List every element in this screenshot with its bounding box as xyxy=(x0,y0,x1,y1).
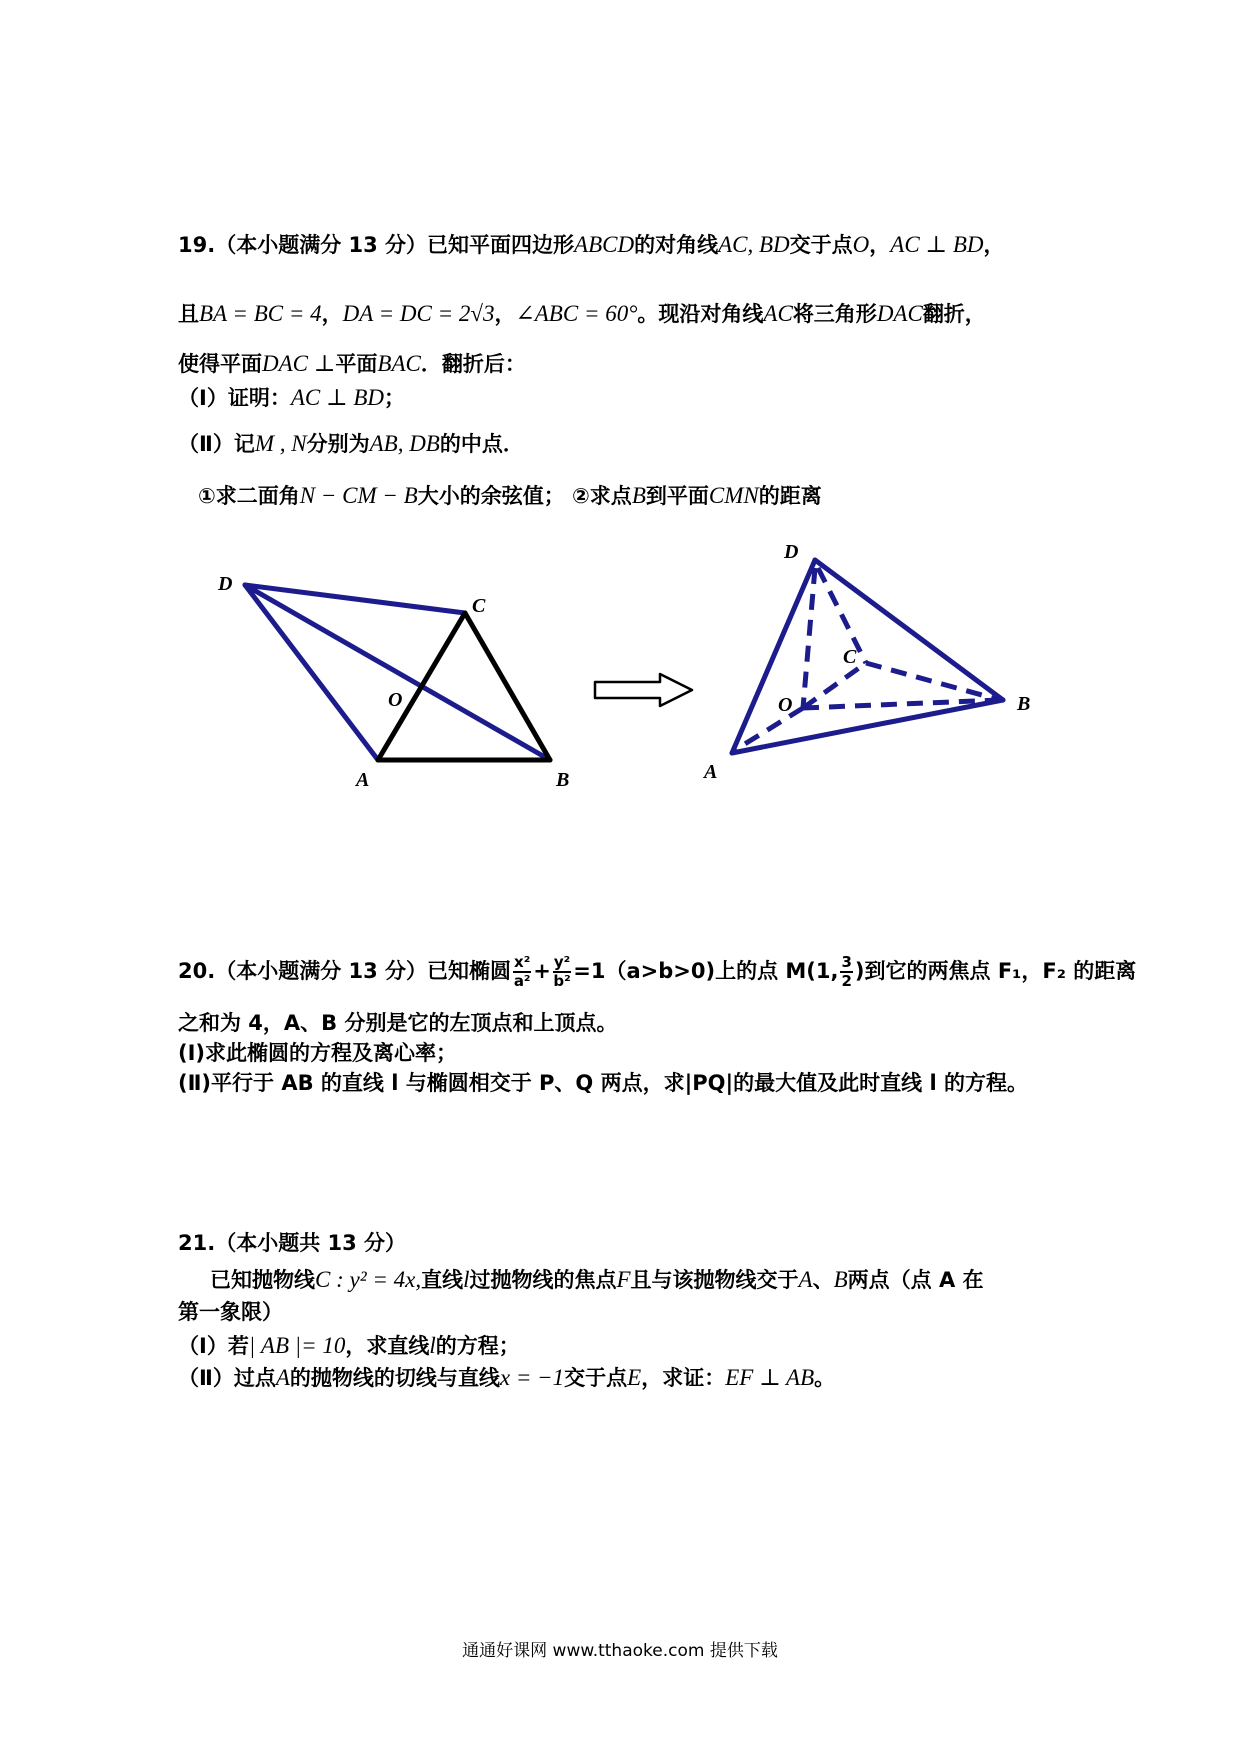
frac-den: a² xyxy=(513,972,531,990)
q21-text: 两点（点 A 在 xyxy=(847,1268,984,1292)
q21-text: ，求直线 xyxy=(345,1334,430,1358)
math-ab-db: AB, DB xyxy=(369,431,440,456)
label-a-left: A xyxy=(356,769,370,791)
frac-num: y² xyxy=(553,953,571,971)
q20-text: + xyxy=(533,959,551,983)
q21-text: 的抛物线的切线与直线 xyxy=(289,1366,500,1390)
q21-part1 xyxy=(178,1334,520,1357)
q20-part1: (Ⅰ)求此椭圆的方程及离心率； xyxy=(178,1041,458,1065)
q19-text: 。现沿对角线 xyxy=(637,302,764,326)
q21-text: 已知抛物线 xyxy=(210,1268,315,1292)
q19-text: ．翻折后： xyxy=(420,352,526,376)
label-b-left: B xyxy=(556,769,570,791)
fraction-x2-a2 xyxy=(513,955,531,989)
q19-text: 到平面 xyxy=(645,484,709,508)
edge-db-3d xyxy=(815,560,1003,700)
fraction-3-2 xyxy=(840,955,852,989)
q20-line1 xyxy=(178,955,1136,989)
math-mn: M , N xyxy=(254,431,307,456)
q19-line1: 19.（本小题满分 13 分）已知平面四边形ABCD的对角线AC, BD交于点O，AC ⊥ BD， xyxy=(178,232,1005,257)
q21-text: 过抛物线的焦点 xyxy=(469,1268,617,1292)
math-perp: AC ⊥ BD xyxy=(890,232,984,257)
math-x-line: x = −1 xyxy=(499,1365,565,1390)
q19-line2: 且BA = BC = 4，DA = DC = 2√3，∠ABC = 60°。现沿对角线AC将三角形DAC翻折， xyxy=(178,301,986,326)
q21-text: 且与该抛物线交于 xyxy=(630,1268,799,1292)
math-o: O xyxy=(852,232,870,257)
q21-title: 21.（本小题共 13 分） xyxy=(178,1231,407,1255)
q19-text: 的中点． xyxy=(439,432,524,456)
q21-line2: 第一象限） xyxy=(178,1300,283,1324)
q21-part2 xyxy=(178,1366,835,1389)
frac-den: 2 xyxy=(841,972,852,990)
edge-ac xyxy=(378,613,465,760)
math-diagonals: AC, BD xyxy=(718,232,790,257)
q20-part2: (Ⅱ)平行于 AB 的直线 l 与椭圆相交于 P、Q 两点，求|PQ|的最大值及此时直线 l 的方程。 xyxy=(178,1071,1028,1095)
math-dac-perp: DAC ⊥ xyxy=(262,351,336,376)
q19-text: （Ⅱ）记 xyxy=(178,432,255,456)
q21-line1 xyxy=(210,1268,984,1291)
frac-den: b² xyxy=(553,972,571,990)
math-a: A xyxy=(798,1267,813,1292)
q21-text: ，求证： xyxy=(641,1366,726,1390)
math-parabola: C : y² = 4x, xyxy=(315,1267,422,1292)
q19-text: ①求二面角 xyxy=(198,484,300,508)
q21-text: （Ⅱ）过点 xyxy=(178,1366,276,1390)
math-abcd: ABCD xyxy=(574,232,635,257)
q21-text: （Ⅰ）若 xyxy=(178,1334,249,1358)
q19-text: 翻折， xyxy=(922,302,986,326)
edge-dc xyxy=(245,585,465,613)
frac-num: 3 xyxy=(841,953,852,971)
edge-db xyxy=(245,585,550,760)
q19-text: 使得平面 xyxy=(178,352,262,376)
q19-text: 19.（本小题满分 13 分）已知平面四边形 xyxy=(178,233,575,257)
math-l: l xyxy=(429,1333,436,1358)
label-o-left: O xyxy=(388,689,403,711)
math-perp: AC ⊥ BD xyxy=(290,385,385,410)
label-c-left: C xyxy=(472,595,486,617)
edge-oc-3d xyxy=(803,663,866,708)
label-a-right: A xyxy=(704,761,718,783)
page-footer: 通通好课网 www.tthaoke.com 提供下载 xyxy=(462,1641,778,1661)
q20-text: =1（a>b>0)上的点 M(1, xyxy=(573,959,839,983)
frac-num: x² xyxy=(514,953,531,971)
q19-text: 的对角线 xyxy=(634,233,719,257)
math-ac: AC xyxy=(763,301,793,326)
math-cmn: CMN xyxy=(708,483,759,508)
q21-text: 的方程； xyxy=(435,1334,520,1358)
label-c-right: C xyxy=(843,646,857,668)
q19-text: 分别为 xyxy=(306,432,370,456)
math-f: F xyxy=(616,1267,631,1292)
math-b: B xyxy=(631,483,646,508)
fraction-y2-b2 xyxy=(553,955,571,989)
q19-text: 且 xyxy=(178,302,199,326)
q20-text: )到它的两焦点 F₁，F₂ 的距离 xyxy=(854,959,1137,983)
q19-text: 大小的余弦值； ②求点 xyxy=(417,484,632,508)
math-a: A xyxy=(275,1365,290,1390)
math-dac: DAC xyxy=(876,301,923,326)
math-da-dc: DA = DC = 2√3 xyxy=(342,301,495,326)
q21-text: 。 xyxy=(814,1366,836,1390)
q21-text: 直线 xyxy=(421,1268,464,1292)
math-ba-bc: BA = BC = 4 xyxy=(199,301,322,326)
label-d-left: D xyxy=(218,573,233,595)
q21-text: 、 xyxy=(812,1268,834,1292)
q19-text: ； xyxy=(384,386,406,410)
math-ab-length: | AB |= 10 xyxy=(248,1333,346,1358)
q19-text: 的距离 xyxy=(758,484,822,508)
math-bac: BAC xyxy=(377,351,421,376)
q19-text: （Ⅰ）证明： xyxy=(178,386,291,410)
q20-line2: 之和为 4，A、B 分别是它的左顶点和上顶点。 xyxy=(178,1011,618,1035)
math-e: E xyxy=(627,1365,642,1390)
q20-text: 20.（本小题满分 13 分）已知椭圆 xyxy=(178,959,512,983)
q21-text: 交于点 xyxy=(564,1366,628,1390)
label-d-right: D xyxy=(784,541,799,563)
label-b-right: B xyxy=(1017,693,1031,715)
q19-text: 将三角形 xyxy=(792,302,877,326)
q19-text: 平面 xyxy=(335,352,378,376)
math-angle: ∠ABC = 60° xyxy=(515,301,638,326)
arrow-icon xyxy=(595,674,692,706)
q19-text: 交于点 xyxy=(789,233,853,257)
math-l: l xyxy=(463,1267,470,1292)
math-dihedral: N − CM − B xyxy=(299,483,418,508)
edge-da xyxy=(245,585,378,760)
quad-edges xyxy=(245,585,550,760)
math-b: B xyxy=(833,1267,848,1292)
math-ef-perp: EF ⊥ AB xyxy=(725,1365,815,1390)
label-o-right: O xyxy=(778,694,793,716)
